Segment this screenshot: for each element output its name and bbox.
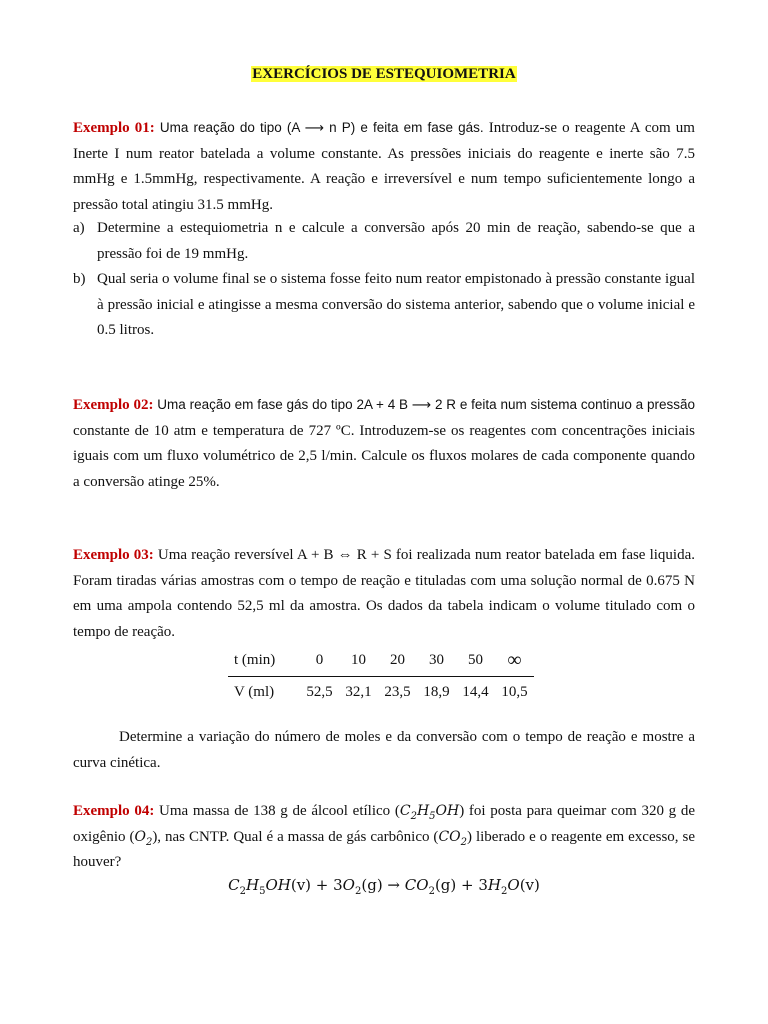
table-cell: 32,1 (339, 677, 378, 705)
exemplo-01-items (73, 216, 695, 344)
item-text: Determine a estequiometria n e calcule a conversão após 20 min de reação, sabendo-se que a pressão foi de 19 mmHg. (97, 220, 695, 262)
formula-part: OH (435, 803, 460, 819)
exemplo-04-text-b: ) foi posta para queimar com 320 g de oxigênio ( (73, 803, 695, 845)
exemplo-01-text-b: Introduz-se o reagente A com um Inerte I num reator batelada a volume constante. As pressões iniciais do reagente e inerte são 7.5 mmHg e 1.5mmHg, respectivamente. A reação e irreversível e num tempo suficientemente longo a pressão total atingiu 31.5 mmHg. (73, 120, 695, 213)
table-cell: 30 (429, 651, 444, 668)
formula-part: O (134, 828, 146, 845)
formula-part: C (399, 803, 411, 819)
list-item (73, 216, 695, 267)
exemplo-04-text-d: ) liberado e o reagente em excesso, se houver? (73, 828, 695, 870)
exemplo-03-label: Exemplo 03: (73, 547, 154, 563)
eq-subscript: 2 (428, 886, 435, 897)
exemplo-02-text-b: constante de 10 atm e temperatura de 727 ºC. Introduzem-se os reagentes com concentrações iniciais iguais com um fluxo volumétrico de 2,5 l/min. Calcule os fluxos molares de cada componente quando a conversão atinge 25%. (73, 422, 695, 490)
list-item (73, 267, 695, 344)
co2-formula (438, 828, 468, 848)
exemplo-04-text-c: ), nas CNTP. Qual é a massa de gás carbônico ( (152, 828, 439, 845)
exemplo-01-label: Exemplo 01: (73, 120, 155, 136)
table-cell: 50 (468, 651, 483, 668)
table-cell-infinity: ∞ (507, 648, 522, 671)
formula-subscript: 2 (460, 836, 468, 848)
title-wrap (0, 66, 768, 83)
eq-part: O (507, 876, 520, 894)
eq-state: (v) (519, 876, 540, 894)
exemplo-03-paragraph (73, 543, 695, 645)
formula-subscript: 2 (145, 836, 153, 848)
eq-part: O (342, 876, 355, 894)
ethanol-formula (399, 803, 460, 822)
table-header-row (228, 646, 534, 677)
table-cell: 14,4 (456, 677, 495, 705)
exemplo-04-label: Exemplo 04: (73, 803, 155, 819)
eq-part: H (245, 876, 260, 894)
exemplo-01-paragraph (73, 115, 695, 218)
exemplo-03-question: Determine a variação do número de moles e da conversão com o tempo de reação e mostre a curva cinética. (73, 729, 695, 771)
eq-state: (v) + 3 (290, 876, 343, 894)
eq-subscript: 2 (239, 886, 246, 897)
table-cell: 10,5 (495, 677, 534, 705)
table-head-label: t (min) (234, 651, 276, 668)
formula-subscript: 5 (429, 810, 436, 822)
exemplo-03-text: Uma reação reversível A + B ⇔ R + S foi realizada num reator batelada em fase liquida. Foram tiradas várias amostras com o tempo de reação e tituladas com uma solução normal de 0.675 N em uma ampola contendo 52,5 ml da amostra. Os dados da tabela indicam o volume titulado com o tempo de reação. (73, 547, 695, 640)
exemplo-04-paragraph (73, 799, 695, 876)
eq-subscript: 2 (501, 886, 508, 897)
table-cell: 10 (351, 651, 366, 668)
eq-part: OH (265, 876, 291, 894)
eq-subscript: 2 (354, 886, 362, 897)
eq-state: (g) + 3 (434, 876, 488, 894)
eq-part: H (487, 876, 501, 894)
formula-part: H (416, 803, 430, 819)
combustion-equation (0, 876, 768, 897)
table-cell: 18,9 (417, 677, 456, 705)
table-row (228, 677, 534, 705)
item-marker: a) (73, 220, 85, 236)
formula-part: CO (438, 828, 461, 845)
formula-subscript: 2 (410, 810, 417, 822)
page-title: EXERCÍCIOS DE ESTEQUIOMETRIA (252, 66, 516, 82)
exemplo-01-text-a: Uma reação do tipo (A ⟶ n P) e feita em fase gás. (154, 120, 484, 135)
exemplo-04-text-a: Uma massa de 138 g de álcool etílico ( (154, 803, 400, 819)
table-cell: 52,5 (300, 677, 339, 705)
eq-state: (g) → (361, 876, 405, 894)
exemplo-02-text-a: Uma reação em fase gás do tipo 2A + 4 B ⟶ 2 R e feita num sistema continuo a pressão (153, 397, 695, 412)
table-cell: 23,5 (378, 677, 417, 705)
table-cell: 0 (315, 651, 324, 668)
eq-part: C (228, 876, 240, 894)
oxygen-formula (134, 828, 153, 848)
item-marker: b) (73, 271, 86, 287)
eq-part: CO (404, 876, 429, 894)
table-row-label: V (ml) (228, 677, 300, 705)
eq-subscript: 5 (259, 886, 266, 897)
table-cell: 20 (390, 651, 405, 668)
item-text: Qual seria o volume final se o sistema fosse feito num reator empistonado à pressão constante igual à pressão inicial e atingisse a mesma conversão do sistema anterior, sabendo que o volume inicial e 0.5 litros. (97, 271, 695, 338)
exemplo-02-label: Exemplo 02: (73, 397, 154, 413)
titration-table (228, 646, 534, 704)
exemplo-02-paragraph (73, 392, 695, 495)
